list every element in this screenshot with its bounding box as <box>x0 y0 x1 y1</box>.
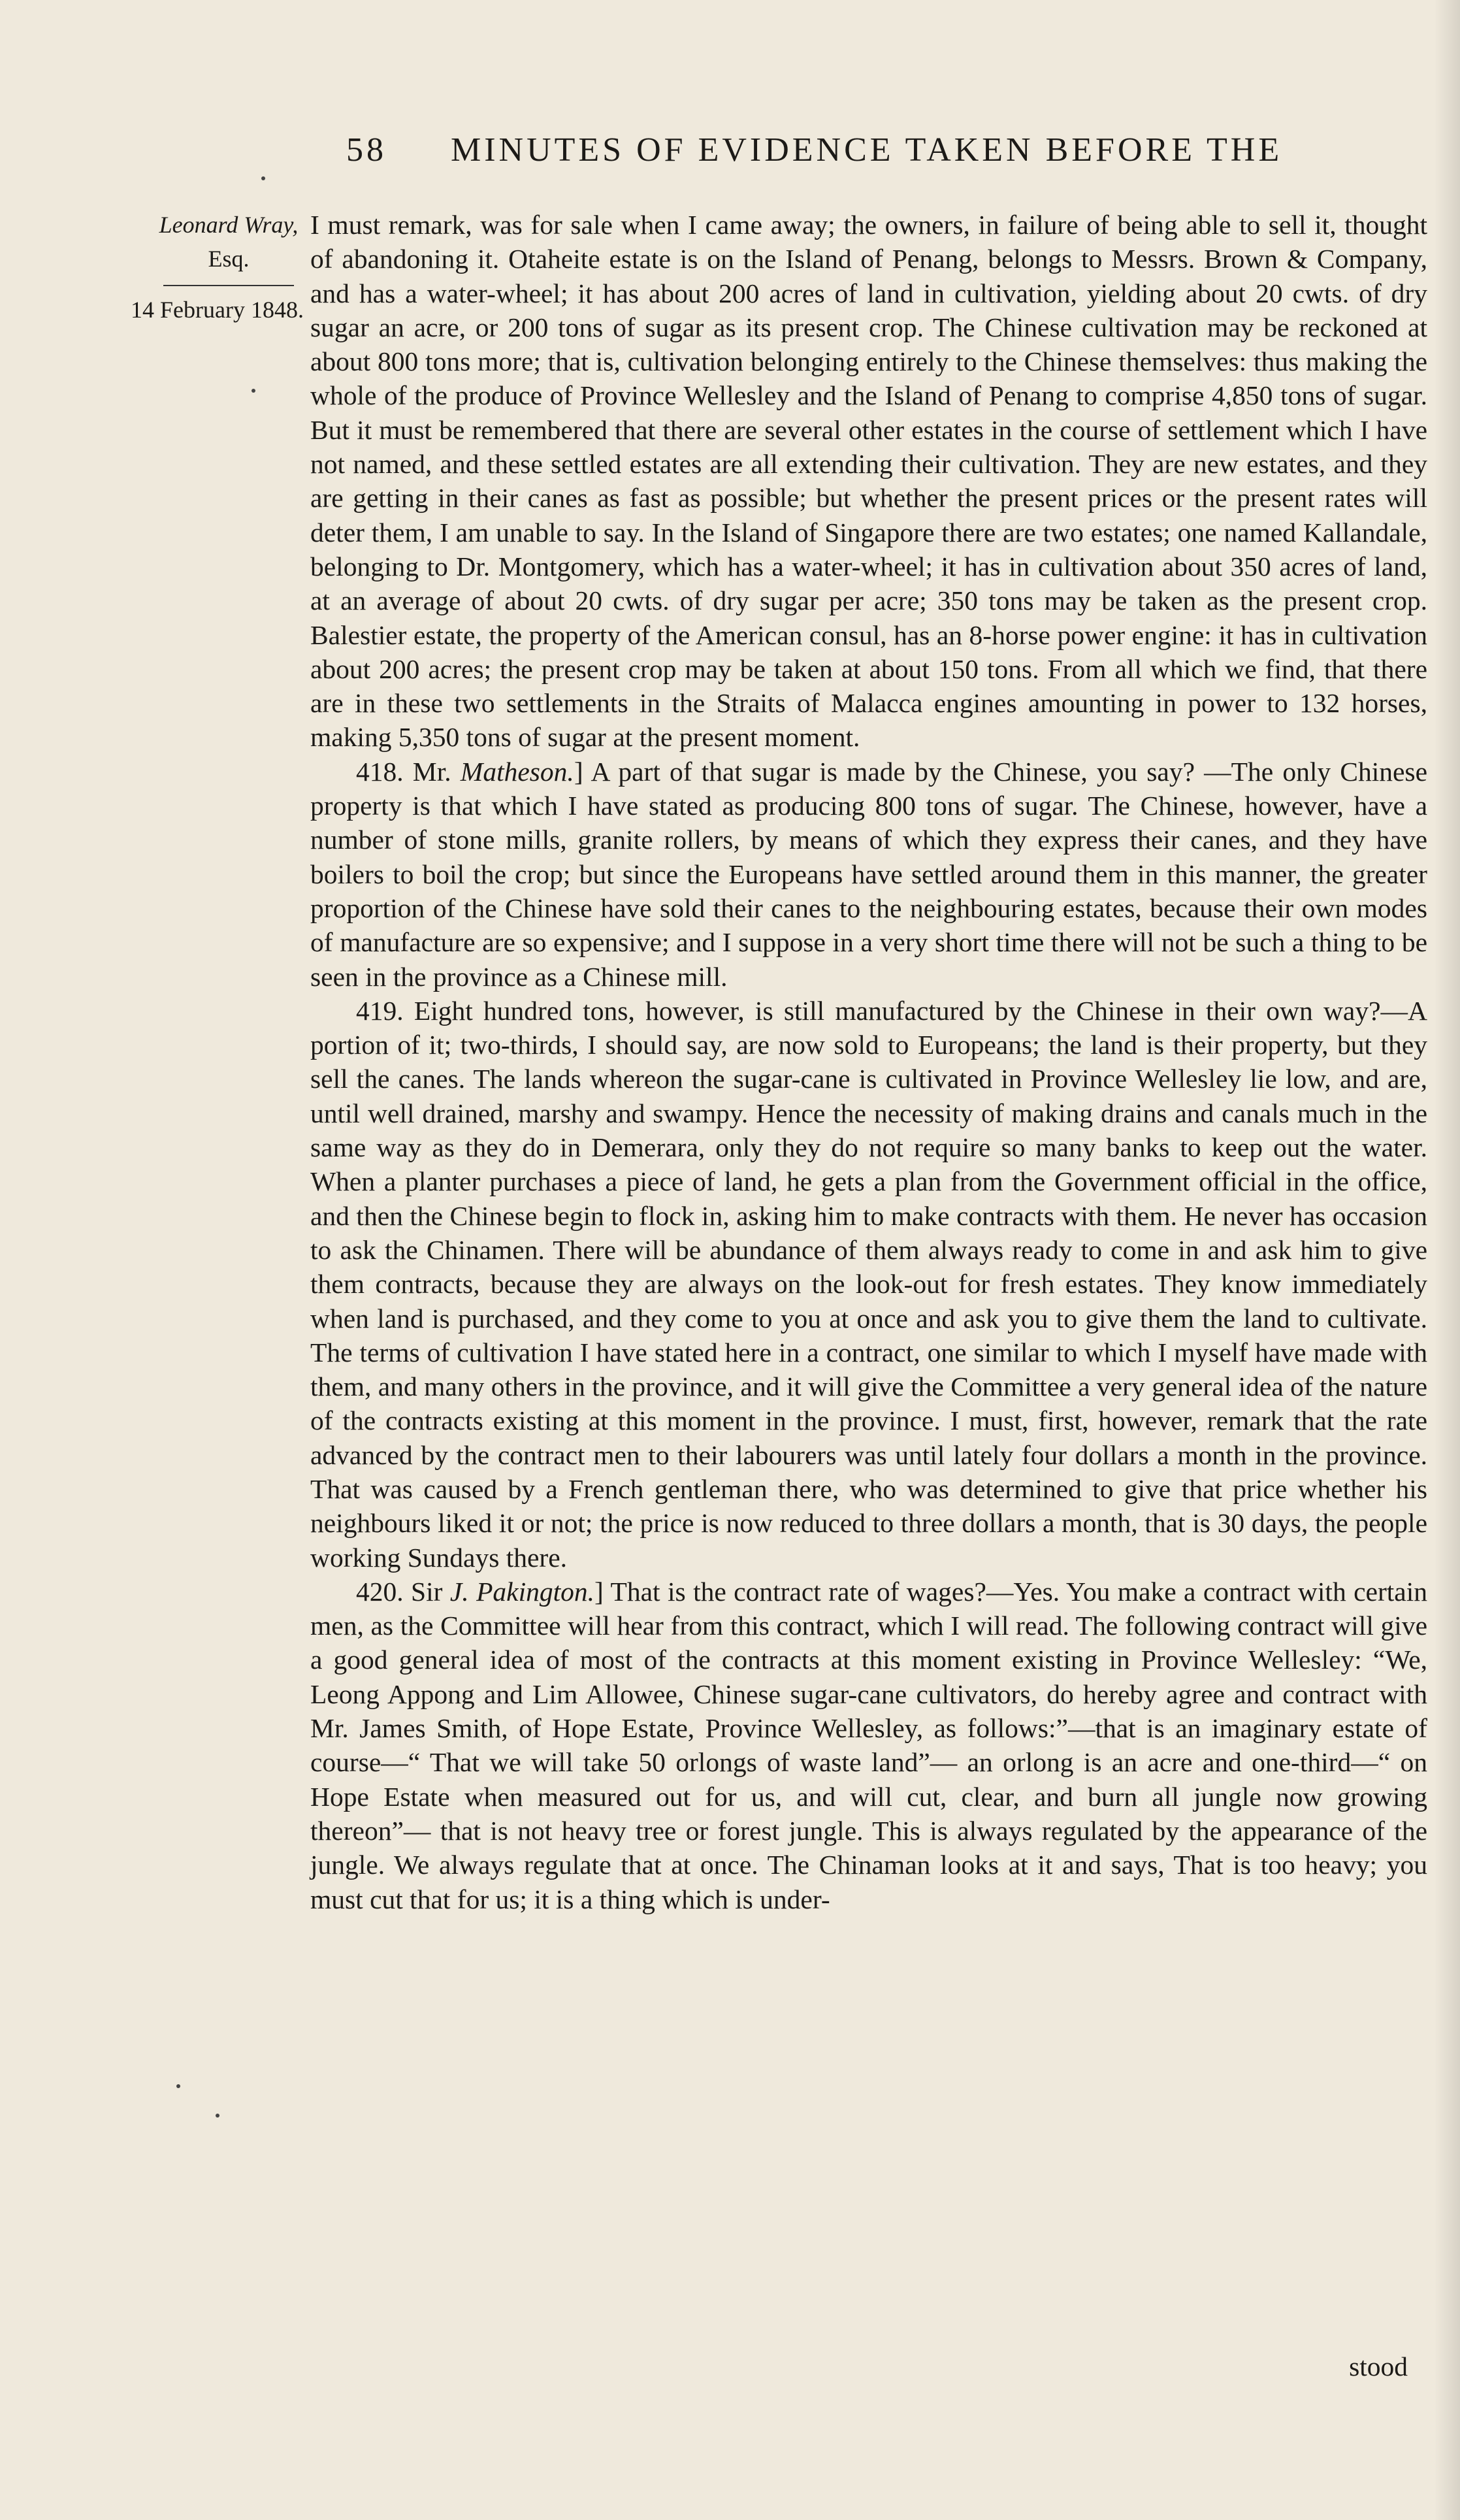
running-header <box>346 131 1418 169</box>
speaker-name: J. Pakington. <box>449 1576 595 1607</box>
question-lead: 418. Mr. <box>356 756 461 787</box>
page-number: 58 <box>346 131 387 169</box>
witness-title: Esq. <box>208 246 250 272</box>
paragraph-418 <box>310 755 1427 994</box>
running-title: MINUTES OF EVIDENCE TAKEN BEFORE THE <box>451 131 1283 169</box>
paragraph-420 <box>310 1575 1427 1916</box>
page-edge-shadow <box>1434 0 1460 2520</box>
catchword: stood <box>1349 2351 1408 2381</box>
margin-rule <box>163 285 294 286</box>
paper-speck <box>176 2084 180 2088</box>
paragraph-continued <box>310 208 1427 755</box>
evidence-date: 14 February 1848. <box>131 297 304 323</box>
paper-speck <box>261 176 265 180</box>
paragraph-419 <box>310 994 1427 1575</box>
paragraph-text: 419. Eight hundred tons, however, is still manufactured by the Chinese in their own way?—A portion of it; two-thirds, I should say, are now sold to Europeans; the land is their property, but they sell the canes. The lands whereon the sugar-cane is cultivated in Province Wellesley lie low, and are, until well drained, marshy and swampy. Hence the necessity of making drains and canals much in the same way as they do in Demerara, only they do not require so many banks to keep out the water. When a planter purchases a piece of land, he gets a plan from the Government official in the office, and then the Chinese begin to flock in, asking him to make contracts with them. He never has occasion to ask the Chinamen. There will be abundance of them always ready to come in and ask him to give them contracts, because they are always on the look-out for fresh estates. They know immediately when land is purchased, and they come to you at once and ask you to give them the land to cultivate. The terms of cultivation I have stated here in a contract, one similar to which I myself have made with them, and many others in the province, and it will give the Committee a very general idea of the nature of the contracts existing at this moment in the province. I must, first, however, remark that the rate advanced by the contract men to their labourers was until lately four dollars a month in the province. That was caused by a French gentleman there, who was determined to give that price whether his neighbours liked it or not; the price is now reduced to three dollars a month, that is 30 days, the people working Sundays there. <box>310 995 1427 1573</box>
paper-speck <box>216 2114 219 2118</box>
paragraph-text: I must remark, was for sale when I came away; the owners, in failure of being able to sell it, thought of abandoning it. Otaheite estate is on the Island of Penang, belongs to Messrs. Brown & Company, and has a water-wheel; it has about 200 acres of land in cultivation, yielding about 20 cwts. of dry sugar an acre, or 200 tons of sugar as its present crop. The Chinese cultivation may be reckoned at about 800 tons more; that is, cultivation belonging entirely to the Chinese themselves: thus making the whole of the produce of Province Wellesley and the Island of Penang to comprise 4,850 tons of sugar. But it must be remembered that there are several other estates in the course of settlement which I have not named, and these settled estates are all extending their cultivation. They are new estates, and they are getting in their canes as fast as possible; but whether the present prices or the present rates will deter them, I am unable to say. In the Island of Singapore there are two estates; one named Kallandale, belonging to Dr. Montgomery, which has a water-wheel; it has in cultivation about 350 acres of land, at an average of about 20 cwts. of dry sugar per acre; 350 tons may be taken as the present crop. Balestier estate, the property of the American consul, has an 8-horse power engine: it has in cultivation about 200 acres; the present crop may be taken at about 150 tons. From all which we find, that there are in these two settlements in the Straits of Malacca engines amounting in power to 132 horses, making 5,350 tons of sugar at the present moment. <box>310 210 1427 753</box>
paper-speck <box>251 389 255 393</box>
paragraph-text: ] A part of that sugar is made by the Chinese, you say? —The only Chinese property is that which I have stated as producing 800 tons of sugar. The Chinese, however, have a number of stone mills, granite rollers, by means of which they express their canes, and they have boilers to boil the crop; but since the Europeans have settled around them in this manner, the greater proportion of the Chinese have sold their canes to the neighbouring estates, because their own modes of manufacture are so expensive; and I suppose in a very short time there will not be such a thing to be seen in the province as a Chinese mill. <box>310 756 1427 992</box>
speaker-name: Matheson. <box>460 756 574 787</box>
evidence-text <box>310 208 1427 1916</box>
paragraph-text: ] That is the contract rate of wages?—Yes. You make a contract with certain men, as the Committee will hear from this contract, which I will read. The following contract will give a good general idea of most of the contracts at this moment existing in Province Wellesley: “We, Leong Appong and Lim Allowee, Chinese sugar-cane cultivators, do hereby agree and contract with Mr. James Smith, of Hope Estate, Province Wellesley, as follows:”—that is an imaginary estate of course—“ That we will take 50 orlongs of waste land”— an orlong is an acre and one-third—“ on Hope Estate when measured out for us, and will cut, clear, and burn all jungle now growing thereon”— that is not heavy tree or forest jungle. This is always regulated by the appearance of the jungle. We always regulate that at once. The Chinaman looks at it and says, That is too heavy; you must cut that for us; it is a thing which is under- <box>310 1576 1428 1914</box>
witness-name: Leonard Wray, <box>159 212 299 238</box>
margin-note <box>124 208 333 327</box>
question-lead: 420. Sir <box>356 1576 450 1607</box>
